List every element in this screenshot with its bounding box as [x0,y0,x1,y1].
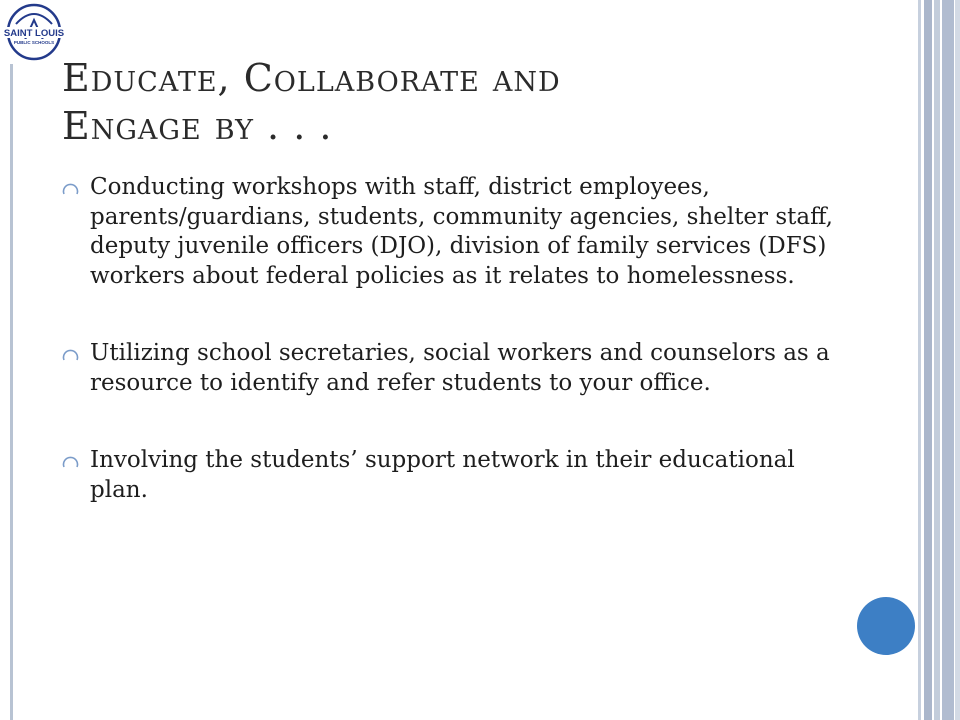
slide-title [62,54,842,150]
bullet-text: Conducting workshops with staff, district employees, parents/guardians, students, community agencies, shelter staff, deputy juvenile officers (DJO), division of family services (DFS) workers about federal policies as it relates to homelessness. [90,174,833,289]
accent-circle [857,597,915,655]
right-stripe [924,0,932,720]
title-line-1: Educate, Collaborate and [62,56,561,100]
bullet-text: Utilizing school secretaries, social workers and counselors as a resource to identify and refer students to your office. [90,340,830,396]
right-stripe [934,0,940,720]
bullet-arc-icon [62,345,80,363]
title-line-2: Engage by . . . [62,104,333,148]
bullet-item [62,173,842,291]
right-stripe [955,0,960,720]
school-logo-icon [2,2,66,62]
right-stripe [918,0,921,720]
left-rule [10,64,13,720]
bullet-arc-icon [62,179,80,197]
logo-text-main: SAINT LOUIS [3,28,65,39]
school-logo [2,2,66,62]
right-stripe [942,0,954,720]
bullet-list [62,173,842,505]
bullet-item [62,446,842,505]
bullet-item [62,339,842,398]
bullet-arc-icon [62,452,80,470]
bullet-text: Involving the students’ support network in their educational plan. [90,447,795,503]
logo-text-sub: PUBLIC SCHOOLS [13,40,55,45]
